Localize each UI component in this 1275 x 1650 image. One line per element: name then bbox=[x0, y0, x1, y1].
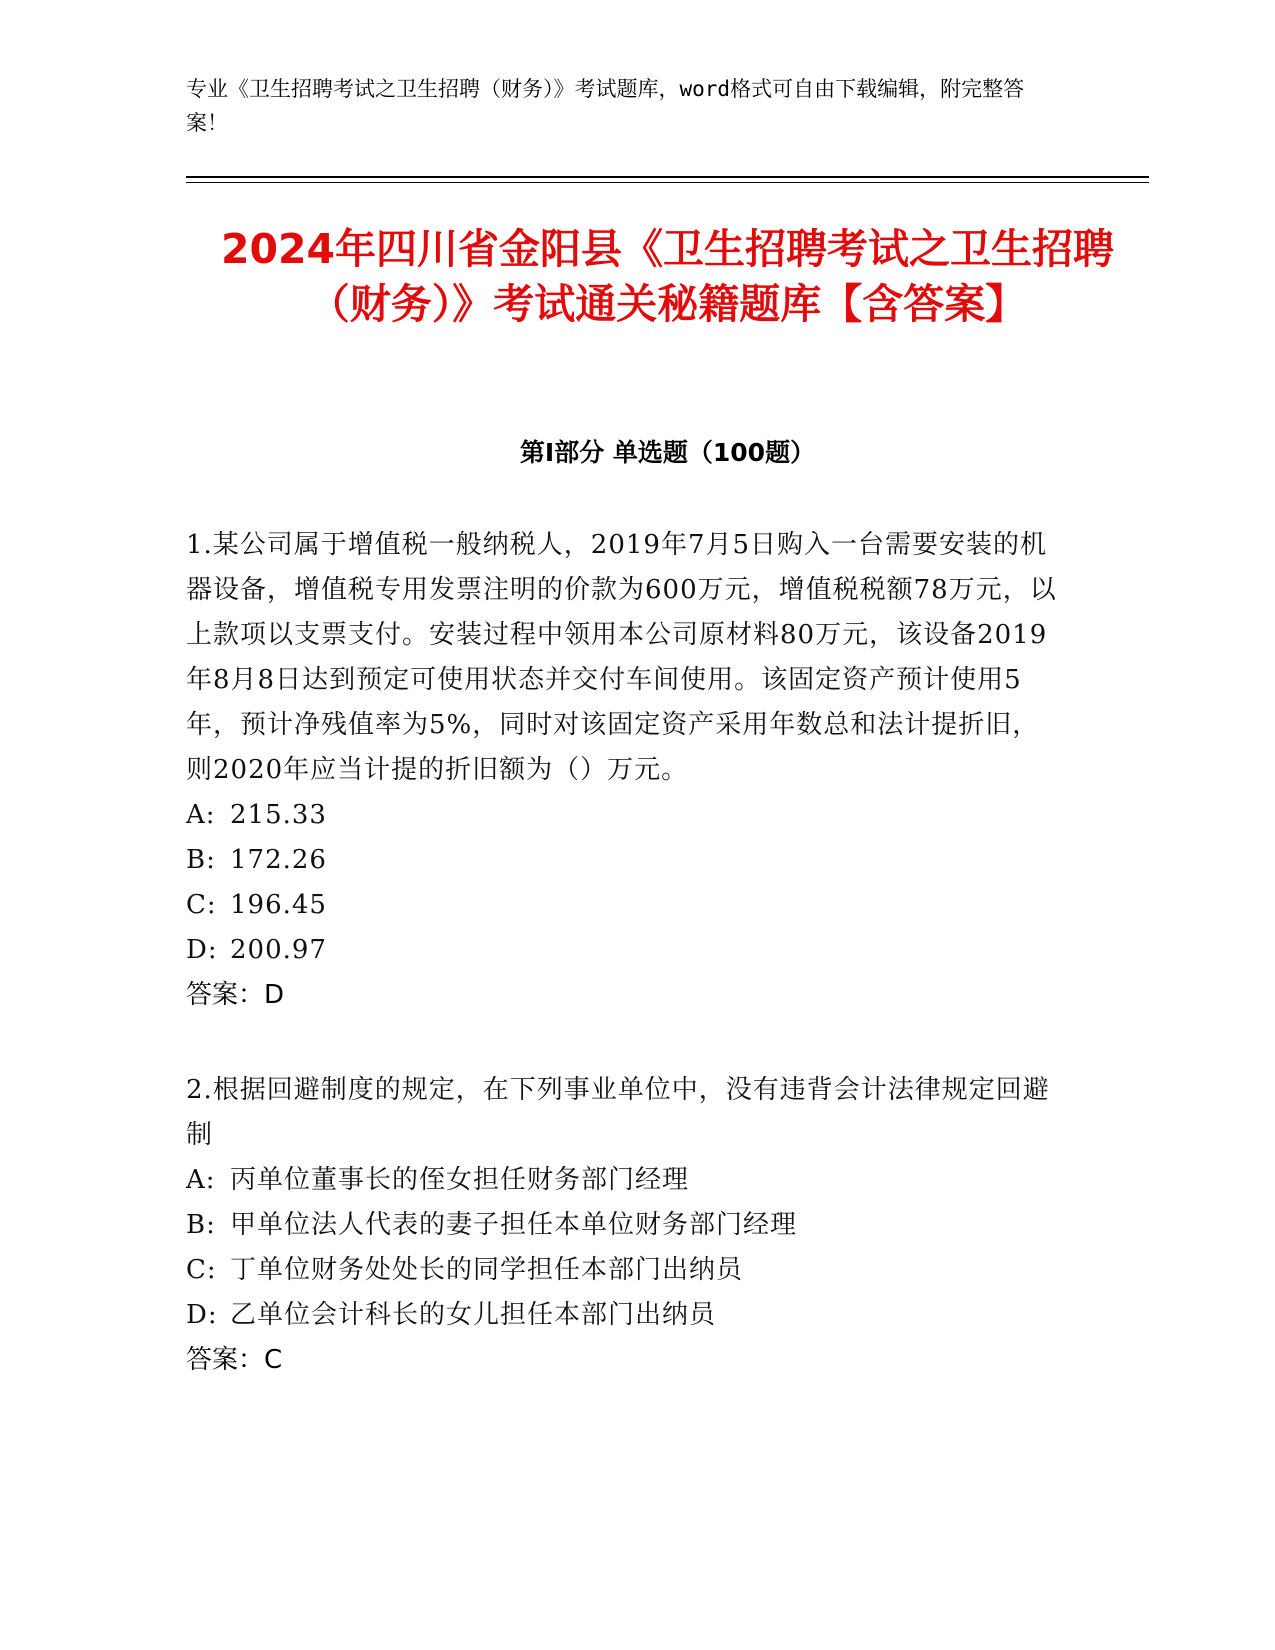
option-text: 200.97 bbox=[230, 935, 327, 965]
option-letter: C: bbox=[186, 1255, 217, 1285]
section-heading: 第I部分 单选题（100题） bbox=[519, 438, 816, 467]
option-text: 丙单位董事长的侄女担任财务部门经理 bbox=[230, 1165, 690, 1195]
option-d bbox=[186, 928, 1066, 973]
question-text: 1.某公司属于增值税一般纳税人，2019年7月5日购入一台需要安装的机器设备，增值税专用发票注明的价款为600万元，增值税税额78万元，以上款项以支票支付。安装过程中领用本公司原材料80万元，该设备2019年8月8日达到预定可使用状态并交付车间使用。该固定资产预计使用5年，预计净残值率为5%，同时对该固定资产采用年数总和法计提折旧，则2020年应当计提的折旧额为（）万元。 bbox=[186, 530, 1057, 785]
header-note: 专业《卫生招聘考试之卫生招聘（财务）》考试题库，word格式可自由下载编辑，附完整答案！ bbox=[186, 77, 1025, 135]
option-letter: C: bbox=[186, 890, 217, 920]
option-text: 172.26 bbox=[230, 845, 327, 875]
option-a bbox=[186, 1158, 1066, 1203]
document-title: 2024年四川省金阳县《卫生招聘考试之卫生招聘（财务）》考试通关秘籍题库【含答案】 bbox=[220, 225, 1115, 328]
option-d bbox=[186, 1293, 1066, 1338]
option-letter: D: bbox=[186, 935, 218, 965]
option-letter: A: bbox=[186, 1165, 216, 1195]
answer-line: 答案：C bbox=[186, 1345, 283, 1375]
option-letter: B: bbox=[186, 1210, 216, 1240]
option-text: 196.45 bbox=[230, 890, 327, 920]
option-list bbox=[186, 1158, 1066, 1338]
option-b bbox=[186, 1203, 1066, 1248]
option-text: 丁单位财务处处长的同学担任本部门出纳员 bbox=[230, 1255, 744, 1285]
question-text: 2.根据回避制度的规定，在下列事业单位中，没有违背会计法律规定回避制 bbox=[186, 1075, 1050, 1150]
option-list bbox=[186, 793, 1066, 973]
option-letter: A: bbox=[186, 800, 216, 830]
answer-line: 答案：D bbox=[186, 980, 285, 1010]
option-text: 215.33 bbox=[230, 800, 327, 830]
option-letter: D: bbox=[186, 1300, 218, 1330]
option-a bbox=[186, 793, 1066, 838]
option-c bbox=[186, 883, 1066, 928]
question-2 bbox=[186, 1068, 1066, 1383]
question-1 bbox=[186, 523, 1066, 1018]
option-text: 甲单位法人代表的妻子担任本单位财务部门经理 bbox=[230, 1210, 798, 1240]
header-divider-thick bbox=[186, 176, 1149, 178]
option-text: 乙单位会计科长的女儿担任本部门出纳员 bbox=[230, 1300, 717, 1330]
option-letter: B: bbox=[186, 845, 216, 875]
option-b bbox=[186, 838, 1066, 883]
option-c bbox=[186, 1248, 1066, 1293]
header-divider-thin bbox=[186, 182, 1149, 183]
